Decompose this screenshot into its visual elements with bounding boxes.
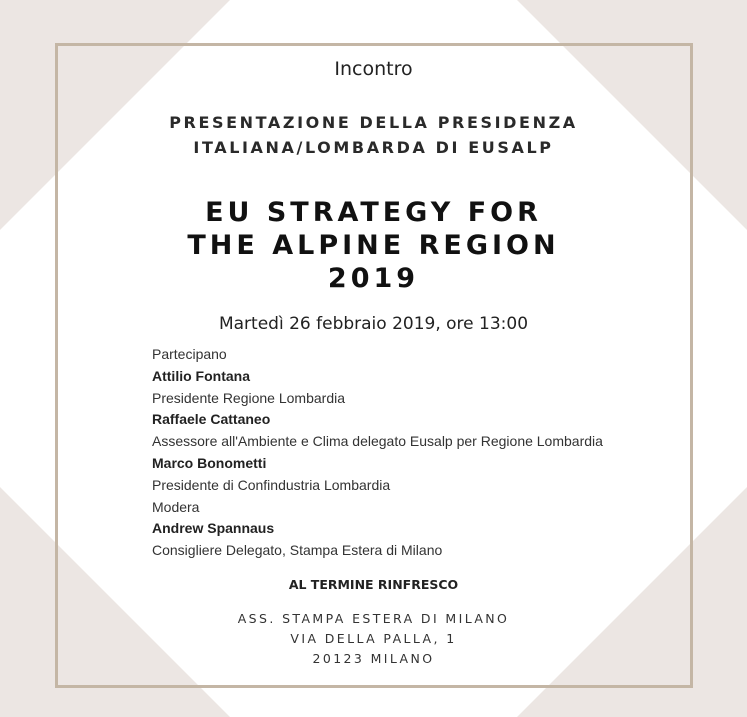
event-type: Incontro [334, 58, 413, 80]
participant-role: Assessore all'Ambiente e Clima delegato Eusalp per Regione Lombardia [152, 433, 603, 450]
title-line: THE ALPINE REGION [187, 230, 560, 261]
participant-name: Attilio Fontana [152, 367, 250, 384]
presentation-heading [0, 110, 747, 160]
moderator-role: Consigliere Delegato, Stampa Estera di Milano [152, 542, 443, 559]
participant-role: Presidente di Confindustria Lombardia [152, 476, 391, 493]
participant-name: Marco Bonometti [152, 454, 267, 471]
title-line: 2019 [327, 263, 420, 294]
event-title [0, 196, 747, 295]
presentation-line: ITALIANA/LOMBARDA DI EUSALP [193, 138, 554, 157]
address-line: VIA DELLA PALLA, 1 [290, 631, 457, 646]
moderator-name: Andrew Spannaus [152, 520, 275, 537]
participant-role: Presidente Regione Lombardia [152, 389, 346, 406]
venue-address [0, 609, 747, 669]
participants-intro: Partecipano [152, 346, 227, 362]
participant-name: Raffaele Cattaneo [152, 411, 271, 428]
event-date: Martedì 26 febbraio 2019, ore 13:00 [218, 314, 529, 334]
closing-note: AL TERMINE RINFRESCO [288, 577, 459, 592]
address-line: 20123 MILANO [312, 651, 435, 666]
address-line: ASS. STAMPA ESTERA DI MILANO [237, 611, 510, 626]
presentation-line: PRESENTAZIONE DELLA PRESIDENZA [169, 113, 578, 132]
title-line: EU STRATEGY FOR [205, 197, 542, 228]
moderator-label: Modera [152, 498, 200, 515]
participants-list [152, 344, 603, 562]
